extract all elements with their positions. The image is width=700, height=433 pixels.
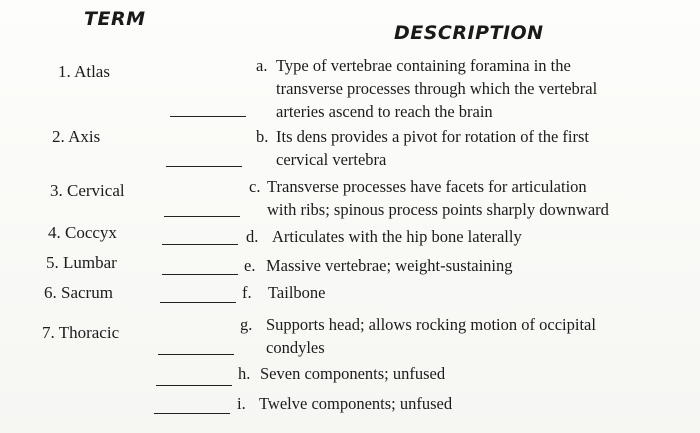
- term-label: Atlas: [74, 62, 110, 81]
- term-item: [46, 253, 117, 273]
- term-number: 2.: [52, 127, 65, 146]
- term-label: Sacrum: [61, 283, 113, 302]
- term-label: Cervical: [67, 181, 125, 200]
- description-line: arteries ascend to reach the brain: [276, 102, 493, 121]
- description-heading: DESCRIPTION: [394, 22, 544, 44]
- description-letter: e.: [244, 256, 256, 275]
- answer-blank[interactable]: [166, 166, 242, 167]
- description-line: Articulates with the hip bone laterally: [272, 227, 522, 246]
- description-line: cervical vertebra: [276, 150, 387, 169]
- term-number: 7.: [42, 323, 55, 342]
- answer-blank[interactable]: [170, 116, 246, 117]
- term-item: [48, 223, 117, 243]
- description-letter: b.: [256, 127, 269, 146]
- description-item: [242, 281, 326, 304]
- description-line: Type of vertebrae containing foramina in the: [276, 56, 571, 75]
- description-line: Twelve components; unfused: [259, 394, 453, 413]
- description-line: transverse processes through which the vertebral: [276, 79, 598, 98]
- term-number: 4.: [48, 223, 61, 242]
- description-item: [256, 54, 597, 123]
- description-line: Tailbone: [268, 283, 326, 302]
- term-number: 6.: [44, 283, 57, 302]
- description-letter: d.: [246, 227, 259, 246]
- answer-blank[interactable]: [164, 216, 240, 217]
- description-item: [246, 225, 522, 248]
- term-label: Lumbar: [63, 253, 117, 272]
- description-line: Transverse processes have facets for articulation: [267, 177, 587, 196]
- term-item: [42, 323, 119, 343]
- description-item: [240, 313, 596, 359]
- answer-blank[interactable]: [160, 302, 236, 303]
- description-line: Seven components; unfused: [260, 364, 446, 383]
- description-item: [249, 175, 609, 221]
- description-line: condyles: [266, 338, 325, 357]
- term-label: Coccyx: [65, 223, 117, 242]
- description-item: [238, 362, 445, 385]
- description-letter: f.: [242, 283, 252, 302]
- term-number: 1.: [58, 62, 71, 81]
- term-number: 5.: [46, 253, 59, 272]
- answer-blank[interactable]: [154, 413, 230, 414]
- description-letter: c.: [249, 177, 261, 196]
- term-item: [58, 62, 110, 82]
- term-label: Thoracic: [58, 323, 120, 342]
- term-item: [52, 127, 100, 147]
- description-item: [244, 254, 513, 277]
- term-number: 3.: [50, 181, 63, 200]
- description-letter: g.: [240, 315, 253, 334]
- answer-blank[interactable]: [156, 385, 232, 386]
- answer-blank[interactable]: [158, 354, 234, 355]
- description-letter: i.: [237, 394, 246, 413]
- description-line: Massive vertebrae; weight-sustaining: [266, 256, 513, 275]
- term-heading: TERM: [84, 8, 146, 30]
- description-line: with ribs; spinous process points sharply downward: [267, 200, 609, 219]
- description-item: [256, 125, 589, 171]
- answer-blank[interactable]: [162, 244, 238, 245]
- description-letter: a.: [256, 56, 268, 75]
- answer-blank[interactable]: [162, 274, 238, 275]
- description-line: Supports head; allows rocking motion of occipital: [266, 315, 596, 334]
- description-item: [237, 392, 452, 415]
- description-letter: h.: [238, 364, 251, 383]
- term-label: Axis: [68, 127, 101, 146]
- term-item: [44, 283, 113, 303]
- term-item: [50, 181, 125, 201]
- description-line: Its dens provides a pivot for rotation of the first: [276, 127, 589, 146]
